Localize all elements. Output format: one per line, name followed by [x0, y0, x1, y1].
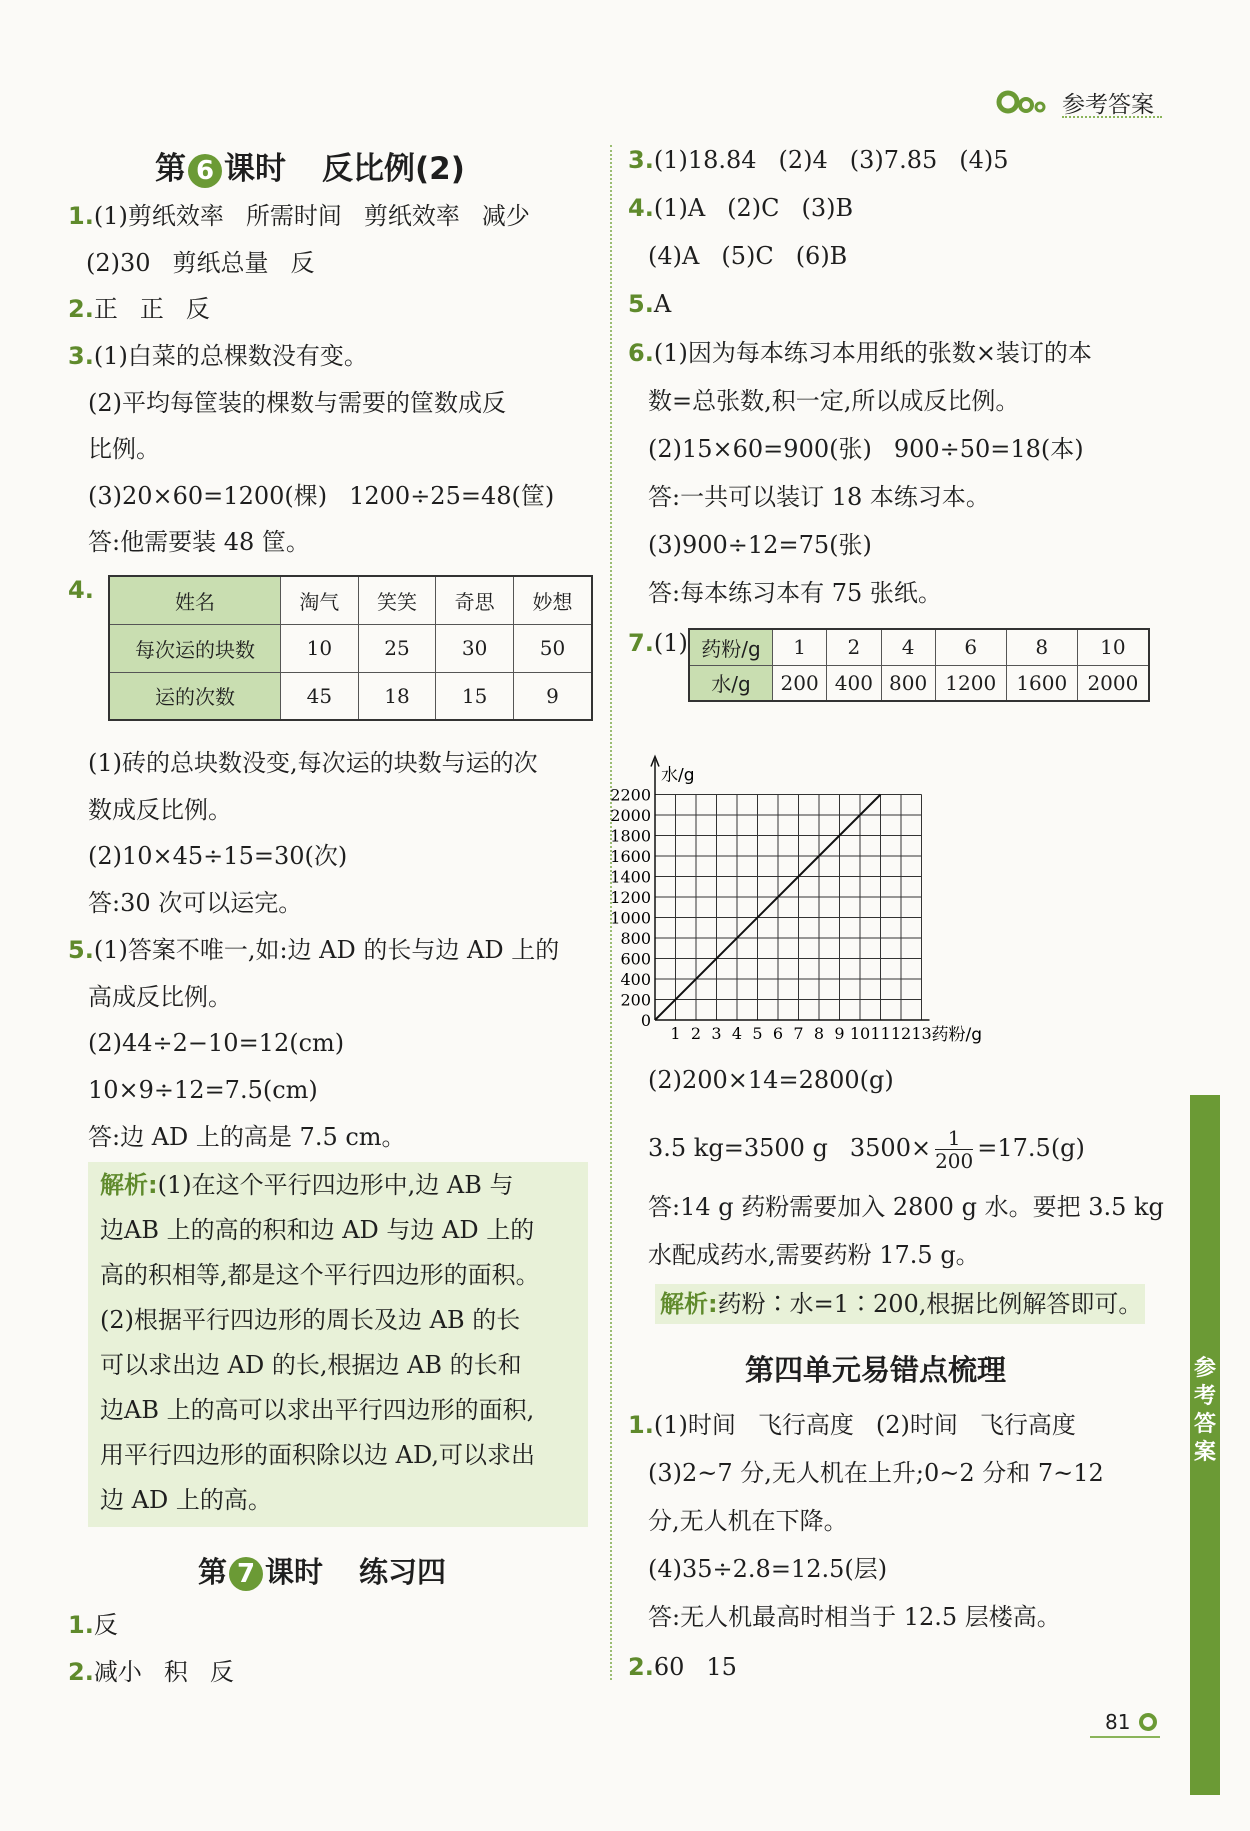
lesson7-number: 7	[229, 1557, 263, 1591]
brick-table-cell: 18	[358, 672, 436, 720]
brick-table-cell: 10	[281, 624, 359, 672]
r-q7-line2: (2)200×14=2800(g)	[648, 1066, 894, 1094]
medicine-table-cell: 1200	[935, 665, 1006, 701]
medicine-table-cell: 400	[827, 665, 881, 701]
x-tick-label: 7	[793, 1024, 804, 1043]
x-tick-label: 1	[670, 1024, 681, 1043]
header-logo-icon	[997, 90, 1049, 114]
y-tick-label: 800	[620, 929, 651, 948]
header-rule	[1062, 116, 1162, 118]
lesson6-post: 课时	[224, 151, 286, 187]
r-u1-line4: (4)35÷2.8=12.5(层)	[648, 1555, 888, 1583]
lesson7-pre: 第	[198, 1555, 228, 1589]
brick-table-header-3: 奇思	[436, 576, 514, 624]
y-tick-label: 2000	[610, 806, 651, 825]
l-q3-line4: (3)20×60=1200(棵) 1200÷25=48(筐)	[88, 482, 555, 510]
medicine-table	[688, 628, 1150, 702]
y-axis-label: 水/g	[661, 765, 695, 786]
brick-table-header-0: 姓名	[109, 576, 281, 624]
analysis-line5: 可以求出边 AD 的长,根据边 AB 的长和	[100, 1351, 522, 1379]
l-q5-line1: 5.(1)答案不唯一,如:边 AD 的长与边 AD 上的	[68, 936, 560, 964]
l-q5-line4: 10×9÷12=7.5(cm)	[88, 1076, 318, 1104]
brick-table-header-1: 淘气	[281, 576, 359, 624]
l-q5-line3: (2)44÷2−10=12(cm)	[88, 1029, 345, 1057]
lesson7-title	[198, 1550, 446, 1591]
medicine-table-cell: 8	[1006, 629, 1077, 665]
medicine-table-cell: 2	[827, 629, 881, 665]
brick-table-cell: 每次运的块数	[109, 624, 281, 672]
brick-table-cell: 15	[436, 672, 514, 720]
l-q3-line1: 3.(1)白菜的总棵数没有变。	[68, 342, 368, 370]
l-r2: 2.减小 积 反	[68, 1658, 234, 1686]
l-q4-line3: (2)10×45÷15=30(次)	[88, 842, 348, 870]
fraction: $\frac{1}{200}$	[935, 1126, 974, 1173]
x-tick-label: 3	[711, 1024, 722, 1043]
l-q3-line3: 比例。	[88, 435, 160, 463]
l-q5-line2: 高成反比例。	[88, 983, 232, 1011]
lesson6-number: 6	[188, 154, 222, 188]
r-u1-line3: 分,无人机在下降。	[648, 1507, 848, 1535]
r-q5: 5.A	[628, 290, 672, 318]
x-tick-label: 2	[690, 1024, 702, 1043]
x-tick-label: 12	[890, 1024, 912, 1043]
r-q6-line6: 答:每本练习本有 75 张纸。	[648, 579, 942, 607]
x-tick-label: 5	[752, 1024, 763, 1043]
lesson7-post: 课时	[265, 1555, 324, 1589]
medicine-table-cell: 6	[935, 629, 1006, 665]
y-tick-label: 1600	[610, 847, 651, 866]
l-q3-line2: (2)平均每筐装的棵数与需要的筐数成反	[88, 389, 506, 417]
x-axis-label: 药粉/g	[931, 1025, 983, 1045]
r-u1-line1: 1.(1)时间 飞行高度 (2)时间 飞行高度	[628, 1411, 1076, 1439]
y-tick-label: 600	[620, 949, 651, 969]
x-tick-label: 4	[731, 1024, 743, 1043]
x-tick-label: 8	[813, 1024, 825, 1043]
page-number-icon	[1138, 1712, 1158, 1732]
lesson6-name: 反比例(2)	[322, 151, 465, 187]
lesson7-name: 练习四	[359, 1555, 447, 1589]
medicine-table-label: 水/g	[689, 665, 773, 701]
r-q6-line5: (3)900÷12=75(张)	[648, 531, 872, 559]
brick-table-cell: 9	[513, 672, 592, 720]
side-tab-label: 参考答案	[1194, 1356, 1217, 1465]
r-q7-label: 7.(1)	[628, 629, 688, 657]
r-u2: 2.60 15	[628, 1653, 737, 1681]
medicine-table-cell: 1600	[1006, 665, 1077, 701]
r-u1-line2: (3)2~7 分,无人机在上升;0~2 分和 7~12	[648, 1459, 1104, 1487]
y-tick-label: 2200	[610, 785, 651, 805]
y-tick-label: 1000	[610, 908, 651, 928]
y-tick-label: 400	[620, 970, 651, 989]
l-q2: 2.正 正 反	[68, 295, 210, 323]
r-q4-line1: 4.(1)A (2)C (3)B	[628, 194, 854, 222]
r-q4-line2: (4)A (5)C (6)B	[648, 242, 848, 270]
r-u1-line5: 答:无人机最高时相当于 12.5 层楼高。	[648, 1603, 1061, 1631]
analysis-line3: 高的积相等,都是这个平行四边形的面积。	[100, 1261, 540, 1289]
medicine-table-cell: 800	[881, 665, 935, 701]
l-q5-line5: 答:边 AD 上的高是 7.5 cm。	[88, 1123, 406, 1151]
x-tick-label: 6	[772, 1024, 784, 1043]
y-tick-label: 0	[640, 1011, 651, 1030]
analysis-line6: 边AB 上的高可以求出平行四边形的面积,	[100, 1396, 535, 1424]
x-tick-label: 9	[834, 1024, 845, 1043]
medicine-table-cell: 200	[773, 665, 827, 701]
y-tick-label: 1400	[610, 867, 651, 887]
medicine-table-cell: 4	[881, 629, 935, 665]
brick-table-header-4: 妙想	[513, 576, 592, 624]
analysis-line4: (2)根据平行四边形的周长及边 AB 的长	[100, 1306, 521, 1334]
r-q6-line4: 答:一共可以装订 18 本练习本。	[648, 483, 990, 511]
r-q6-line2: 数=总张数,积一定,所以成反比例。	[648, 387, 1020, 415]
brick-table-cell: 运的次数	[109, 672, 281, 720]
l-q3-line5: 答:他需要装 48 筐。	[88, 528, 310, 556]
r-q7-line3: 3.5 kg=3500 g 3500× $\frac{1}{200}$ =17.5(g)	[648, 1126, 1085, 1173]
l-q4-line1: (1)砖的总块数没变,每次运的块数与运的次	[88, 749, 538, 777]
r-q3: 3.(1)18.84 (2)4 (3)7.85 (4)5	[628, 146, 1009, 174]
y-tick-label: 1800	[610, 826, 651, 846]
medicine-table-cell: 1	[773, 629, 827, 665]
brick-table-cell: 45	[281, 672, 359, 720]
l-q4-line4: 答:30 次可以运完。	[88, 889, 303, 917]
r-analysis: 解析:药粉∶水=1∶200,根据比例解答即可。	[660, 1290, 1143, 1318]
medicine-table-cell: 10	[1077, 629, 1149, 665]
r-q7-line5: 水配成药水,需要药粉 17.5 g。	[648, 1241, 980, 1269]
y-tick-label: 1200	[610, 888, 651, 907]
page-number-rule	[1090, 1736, 1160, 1738]
x-tick-label: 10	[849, 1024, 871, 1043]
unit-title: 第四单元易错点梳理	[745, 1353, 1007, 1387]
medicine-table-cell: 2000	[1077, 665, 1149, 701]
x-tick-label: 13	[911, 1024, 932, 1043]
brick-table	[108, 575, 593, 721]
r-q7-line4: 答:14 g 药粉需要加入 2800 g 水。要把 3.5 kg	[648, 1193, 1164, 1221]
analysis-line7: 用平行四边形的面积除以边 AD,可以求出	[100, 1441, 535, 1469]
l-q4-number: 4.	[68, 576, 94, 604]
l-q1-line1: 1.(1)剪纸效率 所需时间 剪纸效率 减少	[68, 202, 530, 230]
lesson6-pre: 第	[155, 151, 186, 187]
analysis-line8: 边 AD 上的高。	[100, 1486, 272, 1514]
l-q4-line2: 数成反比例。	[88, 796, 232, 824]
header-label: 参考答案	[1062, 92, 1154, 118]
brick-table-header-2: 笑笑	[358, 576, 436, 624]
brick-table-cell: 50	[513, 624, 592, 672]
water-medicine-chart	[610, 720, 1090, 1050]
series-line	[655, 795, 881, 1021]
y-tick-label: 200	[620, 990, 651, 1010]
l-q1-line2: (2)30 剪纸总量 反	[86, 249, 315, 277]
brick-table-cell: 25	[358, 624, 436, 672]
medicine-table-label: 药粉/g	[689, 629, 773, 665]
lesson6-title	[155, 143, 465, 188]
r-q6-line3: (2)15×60=900(张) 900÷50=18(本)	[648, 435, 1084, 463]
x-tick-label: 11	[870, 1024, 891, 1043]
page-number: 81	[1105, 1710, 1131, 1734]
analysis-line1: 解析:(1)在这个平行四边形中,边 AB 与	[100, 1171, 514, 1199]
r-q6-line1: 6.(1)因为每本练习本用纸的张数×装订的本	[628, 339, 1092, 367]
analysis-line2: 边AB 上的高的积和边 AD 与边 AD 上的	[100, 1216, 535, 1244]
l-r1: 1.反	[68, 1611, 118, 1639]
brick-table-cell: 30	[436, 624, 514, 672]
